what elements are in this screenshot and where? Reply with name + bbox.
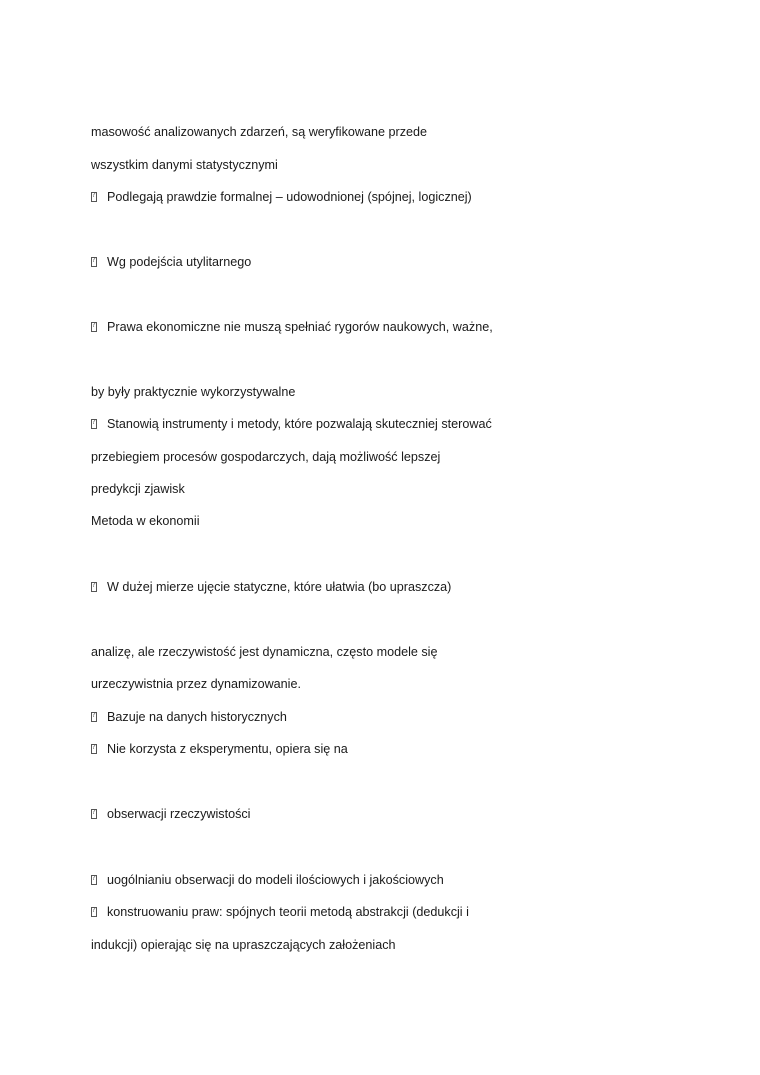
text-line-content: analizę, ale rzeczywistość jest dynamiczna, często modele się — [91, 645, 438, 659]
text-line — [91, 449, 440, 465]
bullet-item-text: Nie korzysta z eksperymentu, opiera się na — [107, 742, 348, 756]
text-line-content: przebiegiem procesów gospodarczych, dają możliwość lepszej — [91, 450, 441, 464]
missing-glyph-bullet-icon — [91, 582, 97, 592]
bullet-item — [91, 579, 451, 595]
missing-glyph-bullet-icon — [91, 257, 97, 267]
text-line — [91, 644, 437, 660]
bullet-item-text: konstruowaniu praw: spójnych teorii metodą abstrakcji (dedukcji i — [107, 905, 469, 919]
text-line — [91, 481, 185, 497]
bullet-item — [91, 872, 444, 888]
bullet-item-text: obserwacji rzeczywistości — [107, 807, 251, 821]
bullet-item — [91, 189, 472, 205]
missing-glyph-bullet-icon — [91, 712, 97, 722]
text-line — [91, 676, 301, 692]
bullet-item-text: Bazuje na danych historycznych — [107, 710, 287, 724]
bullet-item — [91, 904, 469, 920]
text-line — [91, 384, 295, 400]
bullet-item-text: Wg podejścia utylitarnego — [107, 255, 252, 269]
text-line-content: masowość analizowanych zdarzeń, są weryfikowane przede — [91, 125, 427, 139]
text-line-content: by były praktycznie wykorzystywalne — [91, 385, 296, 399]
bullet-item-text: Podlegają prawdzie formalnej – udowodnionej (spójnej, logicznej) — [107, 190, 472, 204]
missing-glyph-bullet-icon — [91, 322, 97, 332]
section-heading-text: Metoda w ekonomii — [91, 514, 200, 528]
bullet-item — [91, 709, 287, 725]
text-line — [91, 124, 427, 140]
missing-glyph-bullet-icon — [91, 809, 97, 819]
missing-glyph-bullet-icon — [91, 907, 97, 917]
text-line — [91, 937, 396, 953]
text-line-content: indukcji) opierając się na upraszczających założeniach — [91, 938, 396, 952]
text-line-content: wszystkim danymi statystycznymi — [91, 158, 278, 172]
text-line-content: urzeczywistnia przez dynamizowanie. — [91, 677, 301, 691]
bullet-item-text: uogólnianiu obserwacji do modeli ilościowych i jakościowych — [107, 873, 444, 887]
text-line-content: predykcji zjawisk — [91, 482, 185, 496]
missing-glyph-bullet-icon — [91, 419, 97, 429]
missing-glyph-bullet-icon — [91, 192, 97, 202]
missing-glyph-bullet-icon — [91, 744, 97, 754]
bullet-item — [91, 741, 348, 757]
section-heading — [91, 513, 200, 529]
bullet-item — [91, 416, 492, 432]
bullet-item — [91, 319, 493, 335]
bullet-item-text: W dużej mierze ujęcie statyczne, które ułatwia (bo upraszcza) — [107, 580, 452, 594]
bullet-item-text: Stanowią instrumenty i metody, które pozwalają skuteczniej sterować — [107, 417, 492, 431]
bullet-item-text: Prawa ekonomiczne nie muszą spełniać rygorów naukowych, ważne, — [107, 320, 493, 334]
bullet-item — [91, 806, 250, 822]
bullet-item — [91, 254, 251, 270]
missing-glyph-bullet-icon — [91, 875, 97, 885]
text-line — [91, 157, 278, 173]
